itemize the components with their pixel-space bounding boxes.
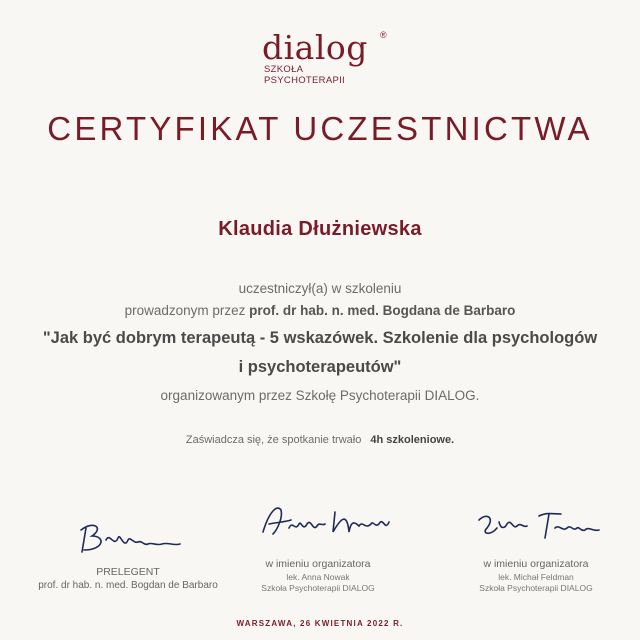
- certificate-title: CERTYFIKAT UCZESTNICTWA: [47, 110, 593, 147]
- signature-michal-feldman-icon: [451, 498, 621, 550]
- place-and-date: WARSZAWA, 26 KWIETNIA 2022 R.: [236, 619, 404, 628]
- organizer-1-org: Szkoła Psychoterapii DIALOG: [261, 583, 375, 593]
- organizer-2-name: lek. Michał Feldman: [498, 572, 574, 582]
- lecturer-name: prof. dr hab. n. med. Bogdan de Barbaro: [38, 580, 218, 591]
- signature-lecturer-icon: [48, 510, 208, 560]
- signature-anna-nowak-icon: [233, 492, 403, 550]
- organizer-text: organizowanym przez Szkołę Psychoterapii DIALOG.: [160, 388, 480, 403]
- organizer-2-org: Szkoła Psychoterapii DIALOG: [479, 583, 593, 593]
- duration-statement: [0, 434, 640, 446]
- course-title-line1: "Jak być dobrym terapeutą - 5 wskazówek. Szkolenie dla psychologów: [42, 329, 598, 347]
- organizer-1-name: lek. Anna Nowak: [286, 572, 350, 582]
- trainer-line: [0, 303, 640, 318]
- logo-wordmark: dialog: [262, 28, 368, 67]
- dialog-logo: [262, 28, 402, 90]
- logo-subtitle-line2: PSYCHOTERAPII: [264, 75, 345, 86]
- signature-block-lecturer: [28, 510, 228, 591]
- logo-subtitle-line1: SZKOŁA: [264, 64, 304, 75]
- course-title-line2: i psychoterapeutów": [238, 358, 402, 376]
- logo-registered-mark: ®: [380, 30, 387, 40]
- duration-value: 4h szkoleniowe.: [370, 434, 455, 446]
- organizer-2-role: w imieniu organizatora: [483, 558, 589, 570]
- lecturer-role: PRELEGENT: [96, 566, 160, 578]
- trainer-name: prof. dr hab. n. med. Bogdana de Barbaro: [249, 303, 516, 318]
- signature-block-organizer-1: [218, 492, 418, 593]
- signature-block-organizer-2: [436, 498, 636, 593]
- trainer-prefix: prowadzonym przez: [124, 303, 246, 318]
- organizer-1-role: w imieniu organizatora: [265, 558, 371, 570]
- duration-prefix: Zaświadcza się, że spotkanie trwało: [185, 434, 362, 446]
- participation-text: uczestniczył(a) w szkoleniu: [238, 281, 402, 296]
- logo-subtitle: [264, 64, 345, 86]
- participant-name: Klaudia Dłużniewska: [218, 218, 422, 240]
